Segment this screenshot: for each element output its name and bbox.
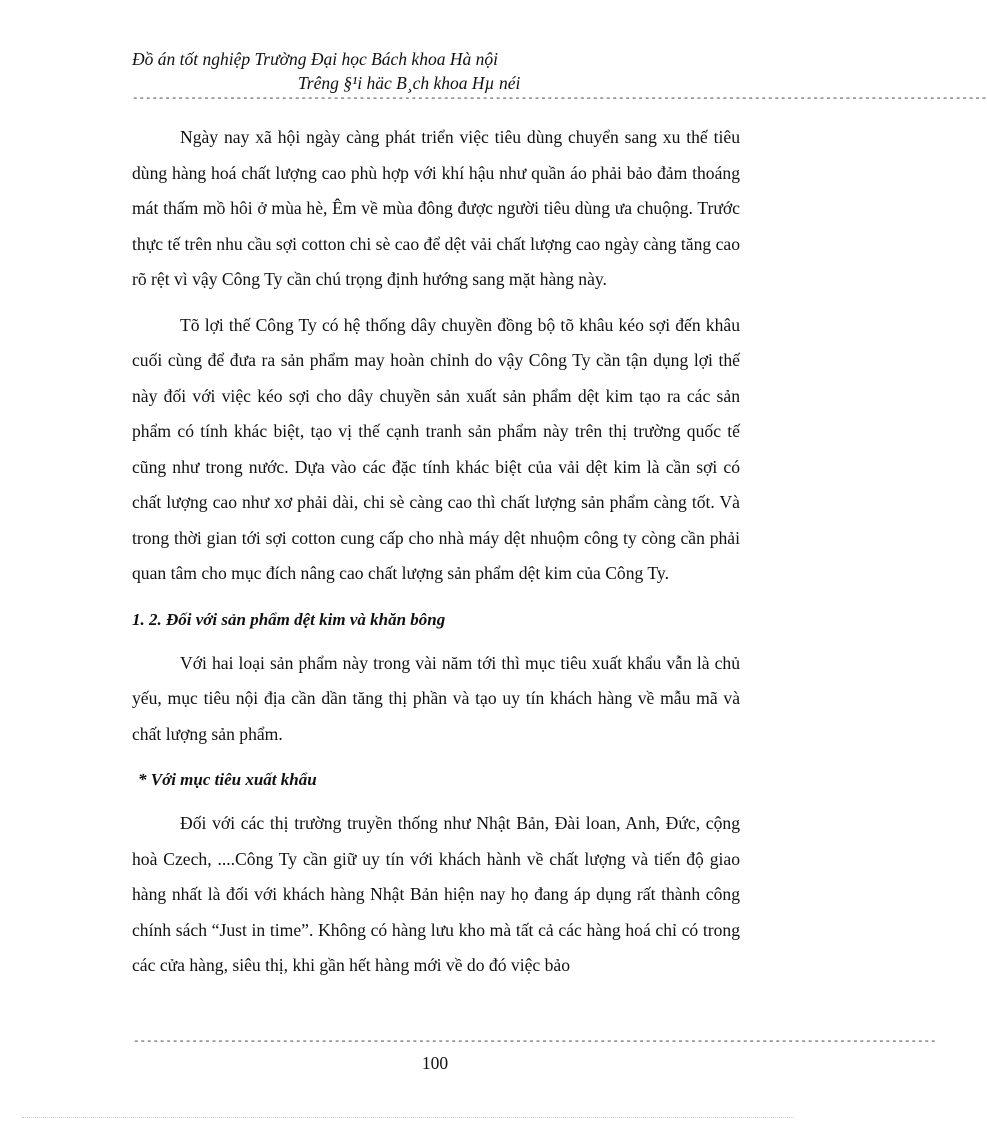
page-edge-divider bbox=[22, 1117, 794, 1118]
paragraph-2: Tõ lợi thế Công Ty có hệ thống dây chuyền đồng bộ tõ khâu kéo sợi đến khâu cuối cùng để đưa ra sản phẩm may hoàn chỉnh do vậy Công Ty cần tận dụng lợi thế này đối với việc kéo sợi cho dây chuyền sản xuất sản phẩm dệt kim tạo ra các sản phẩm có tính khác biệt, tạo vị thế cạnh tranh sản phẩm này trên thị trường quốc tế cũng như trong nước. Dựa vào các đặc tính khác biệt của vải dệt kim là cần sợi có chất lượng cao như xơ phải dài, chi sè càng cao thì chất lượng sản phẩm càng tốt. Và trong thời gian tới sợi cotton cung cấp cho nhà máy dệt nhuộm công ty còng cần phải quan tâm cho mục đích nâng cao chất lượng sản phẩm dệt kim của Công Ty. bbox=[132, 314, 740, 583]
paragraph-1: Ngày nay xã hội ngày càng phát triển việc tiêu dùng chuyển sang xu thế tiêu dùng hàng hoá chất lượng cao phù hợp với khí hậu như quần áo phải bảo đảm thoáng mát thấm mồ hôi ở mùa hè, Êm về mùa đông được người tiêu dùng ưa chuộng. Trước thực tế trên nhu cầu sợi cotton chi sè cao để dệt vải chất lượng cao ngày càng tăng cao rõ rệt vì vậy Công Ty cần chú trọng định hướng sang mặt hàng này. bbox=[132, 127, 740, 289]
paragraph-4: Đối với các thị trường truyền thống như Nhật Bản, Đài loan, Anh, Đức, cộng hoà Czech, ....Công Ty cần giữ uy tín với khách hành về chất lượng và tiến độ giao hàng nhất là đối với khách hàng Nhật Bản hiện nay họ đang áp dụng rất thành công chính sách “Just in time”. Không có hàng lưu kho mà tất cả các hàng hoá chỉ có trong các cửa hàng, siêu thị, khi gần hết hàng mới về do đó việc bảo bbox=[132, 813, 740, 975]
header-title-garbled: Trêng §¹i häc B¸ch khoa Hµ néi bbox=[298, 73, 521, 93]
paragraph-3: Với hai loại sản phẩm này trong vài năm tới thì mục tiêu xuất khẩu vẫn là chủ yếu, mục tiêu nội địa cần dần tăng thị phần và tạo uy tín khách hàng về mẫu mã và chất lượng sản phẩm. bbox=[132, 652, 740, 744]
section-heading: 1. 2. Đối với sản phẩm dệt kim và khăn bông bbox=[132, 609, 446, 629]
subsection-heading: * Với mục tiêu xuất khẩu bbox=[138, 770, 317, 789]
header-divider: ------------------------------------------------------------------------------------------------------------------------------------ bbox=[132, 93, 987, 105]
page-header bbox=[132, 47, 987, 105]
header-title: Đồ án tốt nghiệp Trường Đại học Bách khoa Hà nội bbox=[132, 49, 498, 69]
footer-divider: ---------------------------------------------------------------------------------------------------------------------------- bbox=[133, 1036, 937, 1048]
document-body bbox=[132, 120, 740, 984]
page-number: 100 bbox=[421, 1053, 449, 1073]
